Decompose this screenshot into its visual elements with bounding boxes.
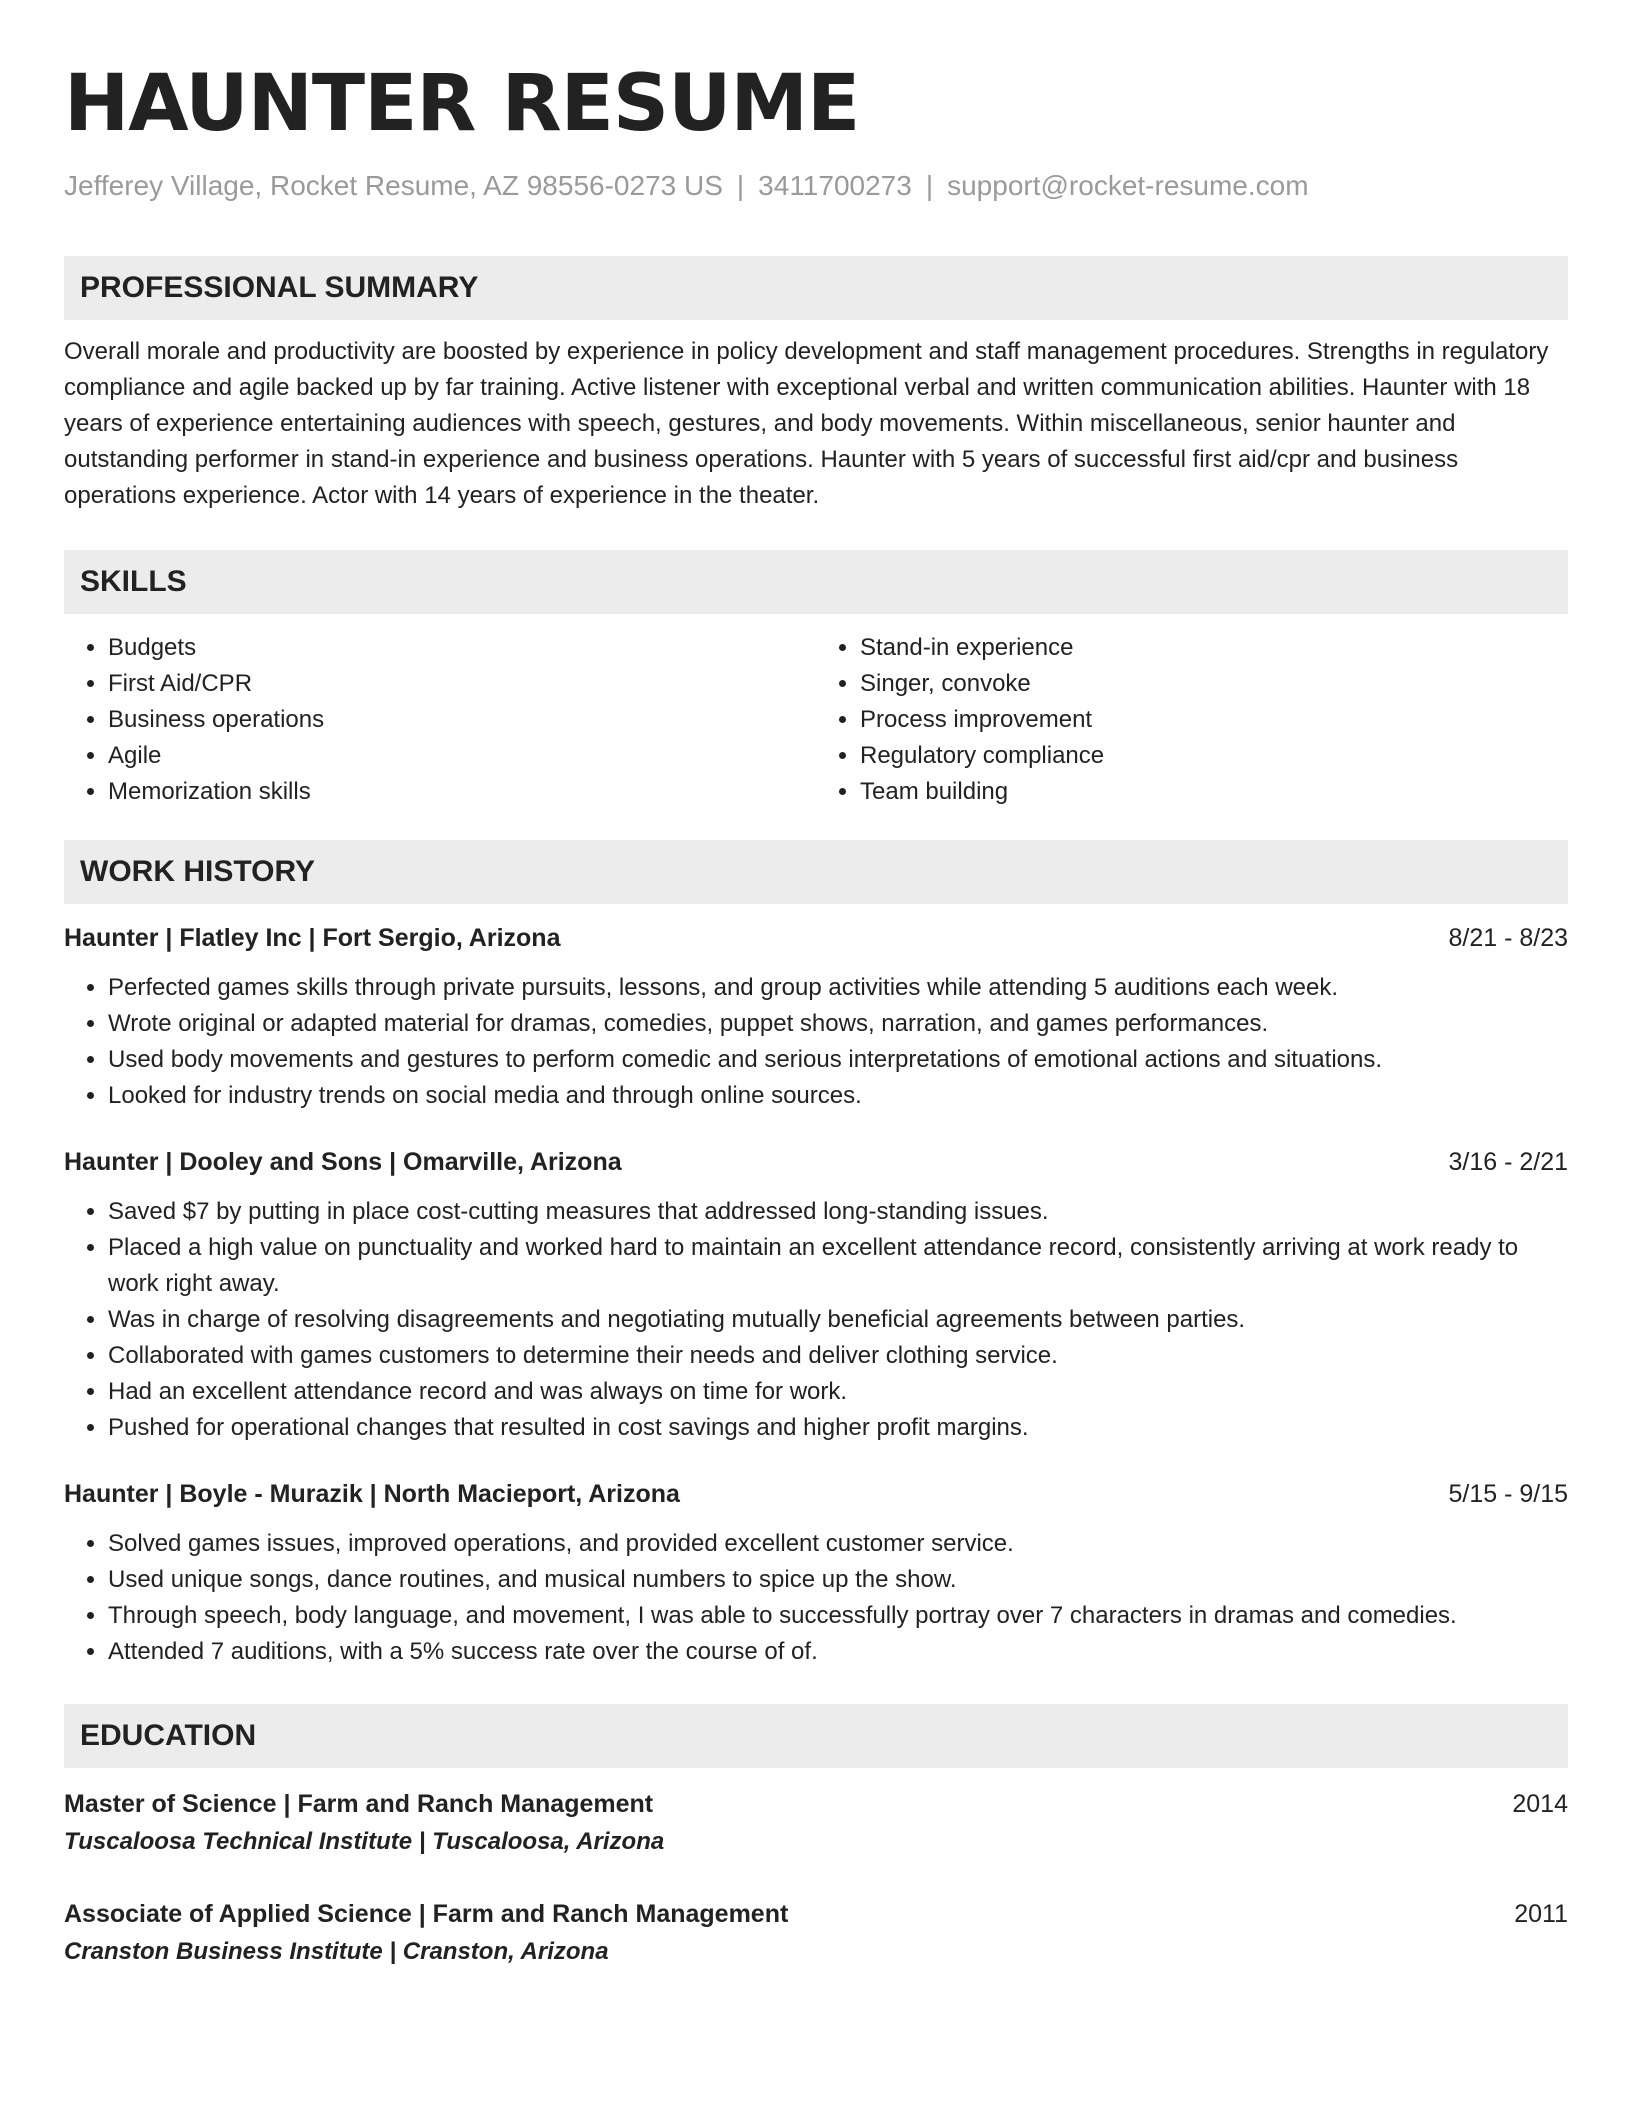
job-bullet: • Collaborated with games customers to determine their needs and deliver clothing service. — [108, 1338, 1568, 1374]
job-bullet: • Looked for industry trends on social media and through online sources. — [108, 1078, 1568, 1114]
job-bullet: • Placed a high value on punctuality and worked hard to maintain an excellent attendance record, consistently arriving at work ready to work right away. — [108, 1230, 1568, 1302]
education-school: Cranston Business Institute | Cranston, Arizona — [64, 1938, 609, 1965]
contact-email: support@rocket-resume.com — [947, 170, 1309, 201]
resume-name: HAUNTER RESUME — [64, 59, 860, 149]
skill-item: • Budgets — [108, 630, 816, 666]
work-history-heading: WORK HISTORY — [64, 840, 1568, 904]
education-year: 2014 — [1512, 1790, 1568, 1818]
skill-item: • First Aid/CPR — [108, 666, 816, 702]
job-bullet: • Pushed for operational changes that resulted in cost savings and higher profit margins. — [108, 1410, 1568, 1446]
skill-item: • Stand-in experience — [860, 630, 1568, 666]
job-bullets — [64, 1526, 1568, 1670]
education-entry — [64, 1786, 1568, 1862]
job-header — [64, 1144, 1568, 1180]
skill-item: • Memorization skills — [108, 774, 816, 810]
skill-item: • Team building — [860, 774, 1568, 810]
skills-heading: SKILLS — [64, 550, 1568, 614]
job-bullet: • Wrote original or adapted material for dramas, comedies, puppet shows, narration, and games performances. — [108, 1006, 1568, 1042]
job-bullet: • Attended 7 auditions, with a 5% success rate over the course of of. — [108, 1634, 1568, 1670]
contact-address: Jefferey Village, Rocket Resume, AZ 98556-0273 US — [64, 170, 723, 201]
education-degree: Master of Science | Farm and Ranch Management — [64, 1790, 654, 1818]
education-header — [64, 1786, 1568, 1822]
education-heading: EDUCATION — [64, 1704, 1568, 1768]
skill-item: • Agile — [108, 738, 816, 774]
contact-line — [64, 166, 1568, 206]
education-school: Tuscaloosa Technical Institute | Tuscaloosa, Arizona — [64, 1828, 665, 1855]
job-dates: 5/15 - 9/15 — [1448, 1480, 1568, 1508]
job-bullet: • Solved games issues, improved operations, and provided excellent customer service. — [108, 1526, 1568, 1562]
job-bullet: • Had an excellent attendance record and was always on time for work. — [108, 1374, 1568, 1410]
job-title: Haunter | Boyle - Murazik | North Macieport, Arizona — [64, 1480, 680, 1508]
contact-separator: | — [736, 170, 745, 201]
skills-column-right — [816, 630, 1568, 810]
summary-heading: PROFESSIONAL SUMMARY — [64, 256, 1568, 320]
job-header — [64, 1476, 1568, 1512]
job-title: Haunter | Dooley and Sons | Omarville, Arizona — [64, 1148, 622, 1176]
job-header — [64, 920, 1568, 956]
skill-item: • Business operations — [108, 702, 816, 738]
education-header — [64, 1896, 1568, 1932]
contact-phone: 3411700273 — [758, 170, 912, 201]
skill-item: • Singer, convoke — [860, 666, 1568, 702]
skills-list — [64, 630, 1568, 810]
job-entry — [64, 1476, 1568, 1670]
education-entry — [64, 1896, 1568, 1972]
job-bullet: • Saved $7 by putting in place cost-cutting measures that addressed long-standing issues. — [108, 1194, 1568, 1230]
education-year: 2011 — [1514, 1900, 1568, 1928]
job-bullet: • Used unique songs, dance routines, and musical numbers to spice up the show. — [108, 1562, 1568, 1598]
skill-item: • Regulatory compliance — [860, 738, 1568, 774]
job-bullet: • Through speech, body language, and movement, I was able to successfully portray over 7 characters in dramas and comedies. — [108, 1598, 1568, 1634]
education-degree: Associate of Applied Science | Farm and Ranch Management — [64, 1900, 789, 1928]
skill-item: • Process improvement — [860, 702, 1568, 738]
summary-text: Overall morale and productivity are boosted by experience in policy development and staff management procedures. Strengths in regulatory compliance and agile backed up by far training. Active listener with exceptional verbal and written communication abilities. Haunter with 18 years of experience entertaining audiences with speech, gestures, and body movements. Within miscellaneous, senior haunter and outstanding performer in stand-in experience and business operations. Haunter with 5 years of successful first aid/cpr and business operations experience. Actor with 14 years of experience in the theater. — [64, 338, 1549, 509]
job-entry — [64, 920, 1568, 1114]
job-bullets — [64, 970, 1568, 1114]
job-bullet: • Perfected games skills through private pursuits, lessons, and group activities while attending 5 auditions each week. — [108, 970, 1568, 1006]
skills-column-left — [64, 630, 816, 810]
job-bullets — [64, 1194, 1568, 1446]
job-dates: 8/21 - 8/23 — [1448, 924, 1568, 952]
job-bullet: • Used body movements and gestures to perform comedic and serious interpretations of emotional actions and situations. — [108, 1042, 1568, 1078]
job-entry — [64, 1144, 1568, 1446]
job-title: Haunter | Flatley Inc | Fort Sergio, Arizona — [64, 924, 561, 952]
contact-separator: | — [925, 170, 934, 201]
job-dates: 3/16 - 2/21 — [1448, 1148, 1568, 1176]
job-bullet: • Was in charge of resolving disagreements and negotiating mutually beneficial agreements between parties. — [108, 1302, 1568, 1338]
